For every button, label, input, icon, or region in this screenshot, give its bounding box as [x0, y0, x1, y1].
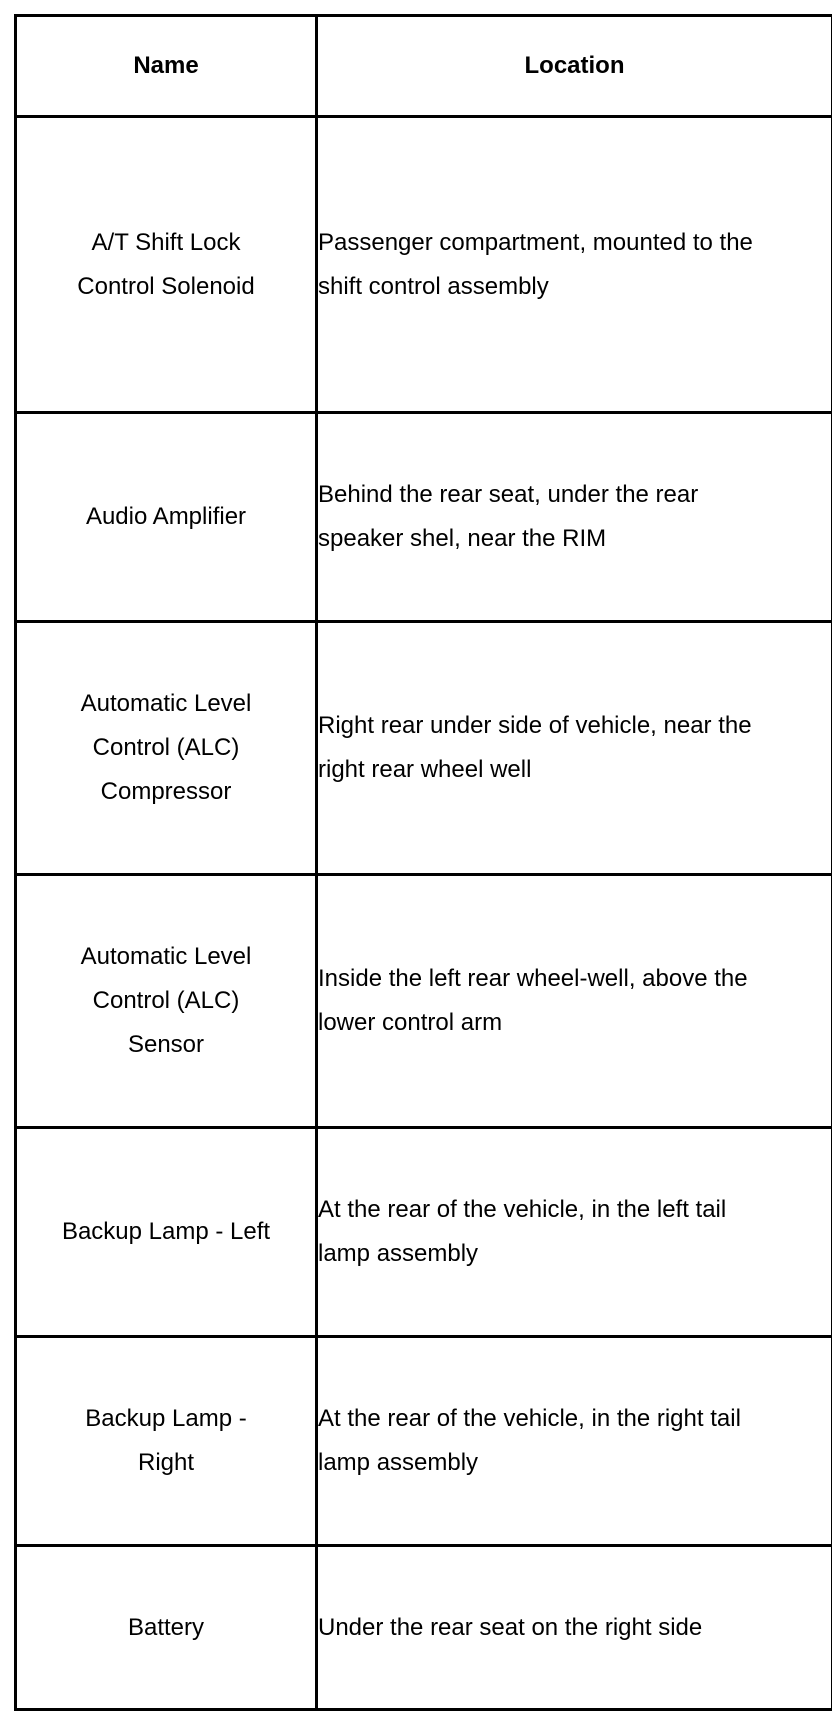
location-text: Right rear under side of vehicle, near the right rear wheel well: [318, 712, 752, 783]
component-location: [317, 622, 832, 875]
table-row: [16, 1546, 832, 1710]
name-column-header: Name: [16, 16, 317, 117]
location-column-header: Location: [317, 16, 832, 117]
location-text: Behind the rear seat, under the rear speaker shel, near the RIM: [318, 481, 699, 552]
location-text: Passenger compartment, mounted to the shift control assembly: [318, 228, 753, 300]
component-name: Backup Lamp - Left: [16, 1128, 317, 1337]
component-name: Battery: [16, 1546, 317, 1710]
table-header: [16, 16, 832, 117]
component-location: [317, 875, 832, 1128]
table-row: [16, 622, 832, 875]
component-name: Automatic Level Control (ALC) Sensor: [16, 875, 317, 1128]
table-row: [16, 1128, 832, 1337]
component-location: [317, 1337, 832, 1546]
location-text: At the rear of the vehicle, in the right tail lamp assembly: [318, 1405, 741, 1476]
component-location: [317, 117, 832, 413]
component-location-table: [14, 14, 832, 1711]
component-name: A/T Shift Lock Control Solenoid: [16, 117, 317, 413]
header-row: [16, 16, 832, 117]
table-row: [16, 1337, 832, 1546]
component-location: [317, 1128, 832, 1337]
location-text: Inside the left rear wheel-well, above the lower control arm: [318, 965, 748, 1036]
table-row: [16, 413, 832, 622]
location-text: Under the rear seat on the right side: [318, 1613, 703, 1641]
table-row: [16, 875, 832, 1128]
table-body: [16, 117, 832, 1710]
component-location: [317, 413, 832, 622]
component-location: [317, 1546, 832, 1710]
component-name: Automatic Level Control (ALC) Compressor: [16, 622, 317, 875]
location-text: At the rear of the vehicle, in the left tail lamp assembly: [318, 1196, 727, 1267]
table-row: [16, 117, 832, 413]
component-name: Backup Lamp - Right: [16, 1337, 317, 1546]
component-name: Audio Amplifier: [16, 413, 317, 622]
